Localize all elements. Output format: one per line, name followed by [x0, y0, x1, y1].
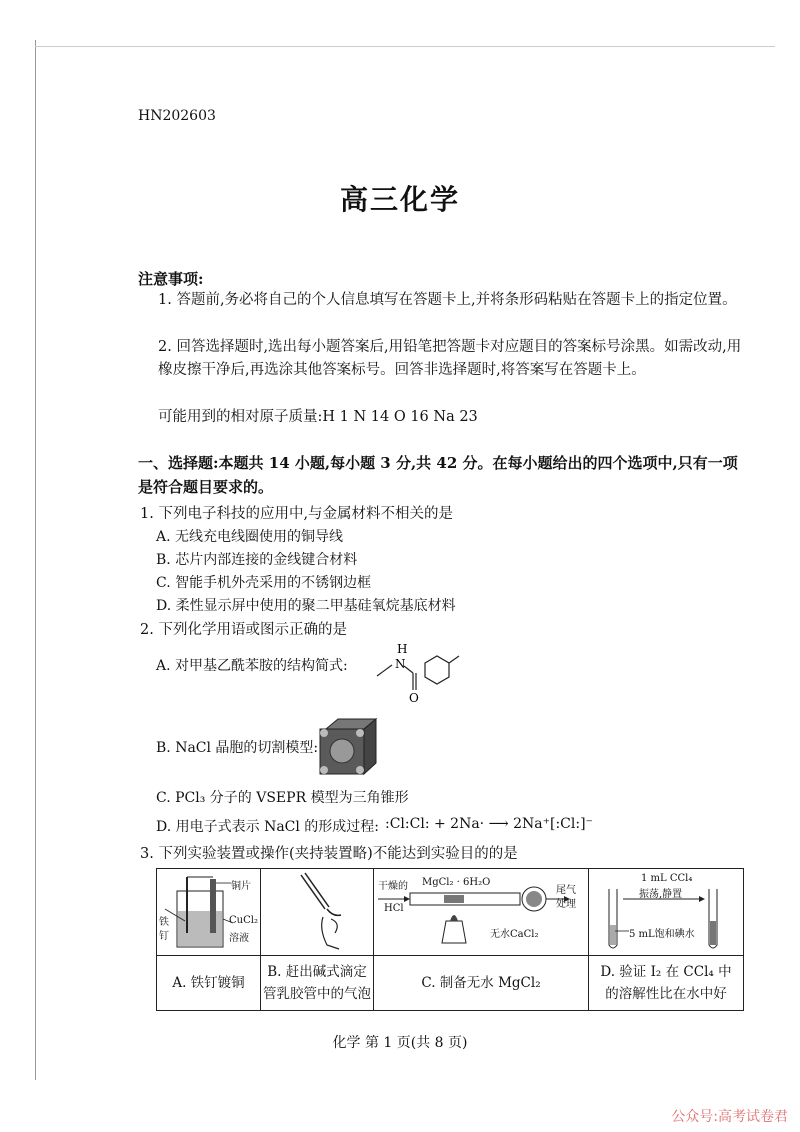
atom-h: H — [397, 642, 408, 656]
label-d — [589, 956, 744, 1011]
q1-stem: 1. 下列电子科技的应用中,与金属材料不相关的是 — [140, 506, 454, 522]
fig-a-label-4: CuCl₂ — [229, 915, 258, 926]
burette-bubble-image — [261, 869, 373, 955]
experiment-table — [156, 868, 744, 1011]
page-top-border — [35, 46, 775, 47]
exam-code: HN202603 — [138, 108, 216, 124]
atom-o: O — [409, 691, 419, 705]
q3-stem: 3. 下列实验装置或操作(夹持装置略)不能达到实验目的的是 — [140, 846, 518, 862]
label-d-line-2: 的溶解性比在水中好 — [605, 986, 727, 1002]
q1-option-c: C. 智能手机外壳采用的不锈钢边框 — [156, 575, 372, 591]
q2-option-c: C. PCl₃ 分子的 VSEPR 模型为三角锥形 — [156, 790, 409, 806]
notice-heading: 注意事项: — [138, 270, 204, 288]
fig-c-label-6: 无水CaCl₂ — [490, 929, 539, 940]
fig-c-label-5: 处理 — [556, 899, 576, 910]
page-title: 高三化学 — [339, 183, 460, 216]
fig-c-label-2: HCl — [384, 903, 404, 914]
notice-item-2: 2. 回答选择题时,选出每小题答案后,用铅笔把答题卡对应题目的答案标号涂黑。如需改动,用橡皮擦干净后,再选涂其他答案标号。回答非选择题时,将答案写在答题卡上。 — [158, 339, 742, 378]
q2-option-d-formula: :Cl:Cl: + 2Na· ⟶ 2Na⁺[:Cl:]⁻ — [385, 816, 593, 832]
fig-d-label-1: 1 mL CCl₄ — [641, 873, 693, 884]
fig-a-label-5: 溶液 — [229, 933, 249, 944]
section-heading: 一、选择题:本题共 14 小题,每小题 3 分,共 42 分。在每小题给出的四个选项中,只有一项是符合题目要求的。 — [138, 454, 738, 496]
label-b — [261, 956, 374, 1011]
fig-a-cell — [157, 869, 261, 956]
fig-a-label-1: 铜片 — [231, 881, 251, 892]
q2-option-d: D. 用电子式表示 NaCl 的形成过程: — [156, 819, 380, 835]
q2-stem: 2. 下列化学用语或图示正确的是 — [140, 622, 347, 638]
fig-c-label-3: MgCl₂ · 6H₂O — [422, 877, 491, 888]
fig-b-cell — [261, 869, 374, 956]
atom-n: N — [395, 657, 406, 671]
fig-d-label-2: 振荡,静置 — [639, 889, 683, 900]
label-c: C. 制备无水 MgCl₂ — [374, 956, 589, 1011]
fig-c-cell — [374, 869, 589, 956]
fig-a-label-3: 钉 — [159, 931, 169, 942]
label-b-line-1: B. 赶出碱式滴定 — [267, 964, 367, 980]
label-b-line-2: 管乳胶管中的气泡 — [263, 986, 371, 1002]
watermark: 公众号:高考试卷君 — [671, 1109, 788, 1125]
label-d-line-1: D. 验证 I₂ 在 CCl₄ 中 — [600, 964, 732, 980]
fig-d-label-3: 5 mL饱和碘水 — [629, 929, 695, 940]
nacl-cube-model-image — [316, 717, 378, 777]
q1-option-d: D. 柔性显示屏中使用的聚二甲基硅氧烷基底材料 — [156, 598, 456, 614]
q1-option-a: A. 无线充电线圈使用的铜导线 — [156, 529, 344, 545]
label-a: A. 铁钉镀铜 — [157, 956, 261, 1011]
q1-option-b: B. 芯片内部连接的金线键合材料 — [156, 552, 358, 568]
fig-a-label-2: 铁 — [159, 917, 169, 928]
fig-c-label-1: 干燥的 — [378, 881, 408, 892]
notice-item-1: 1. 答题前,务必将自己的个人信息填写在答题卡上,并将条形码粘贴在答题卡上的指定位置。 — [158, 292, 737, 308]
fig-c-label-4: 尾气 — [556, 885, 576, 896]
fig-d-cell — [589, 869, 744, 956]
q2-option-b: B. NaCl 晶胞的切割模型: — [156, 740, 319, 756]
atomic-masses: 可能用到的相对原子质量:H 1 N 14 O 16 Na 23 — [158, 409, 478, 425]
q2-option-a: A. 对甲基乙酰苯胺的结构简式: — [156, 658, 348, 674]
page-footer: 化学 第 1 页(共 8 页) — [332, 1035, 468, 1051]
structure-formula-figure — [355, 640, 475, 708]
